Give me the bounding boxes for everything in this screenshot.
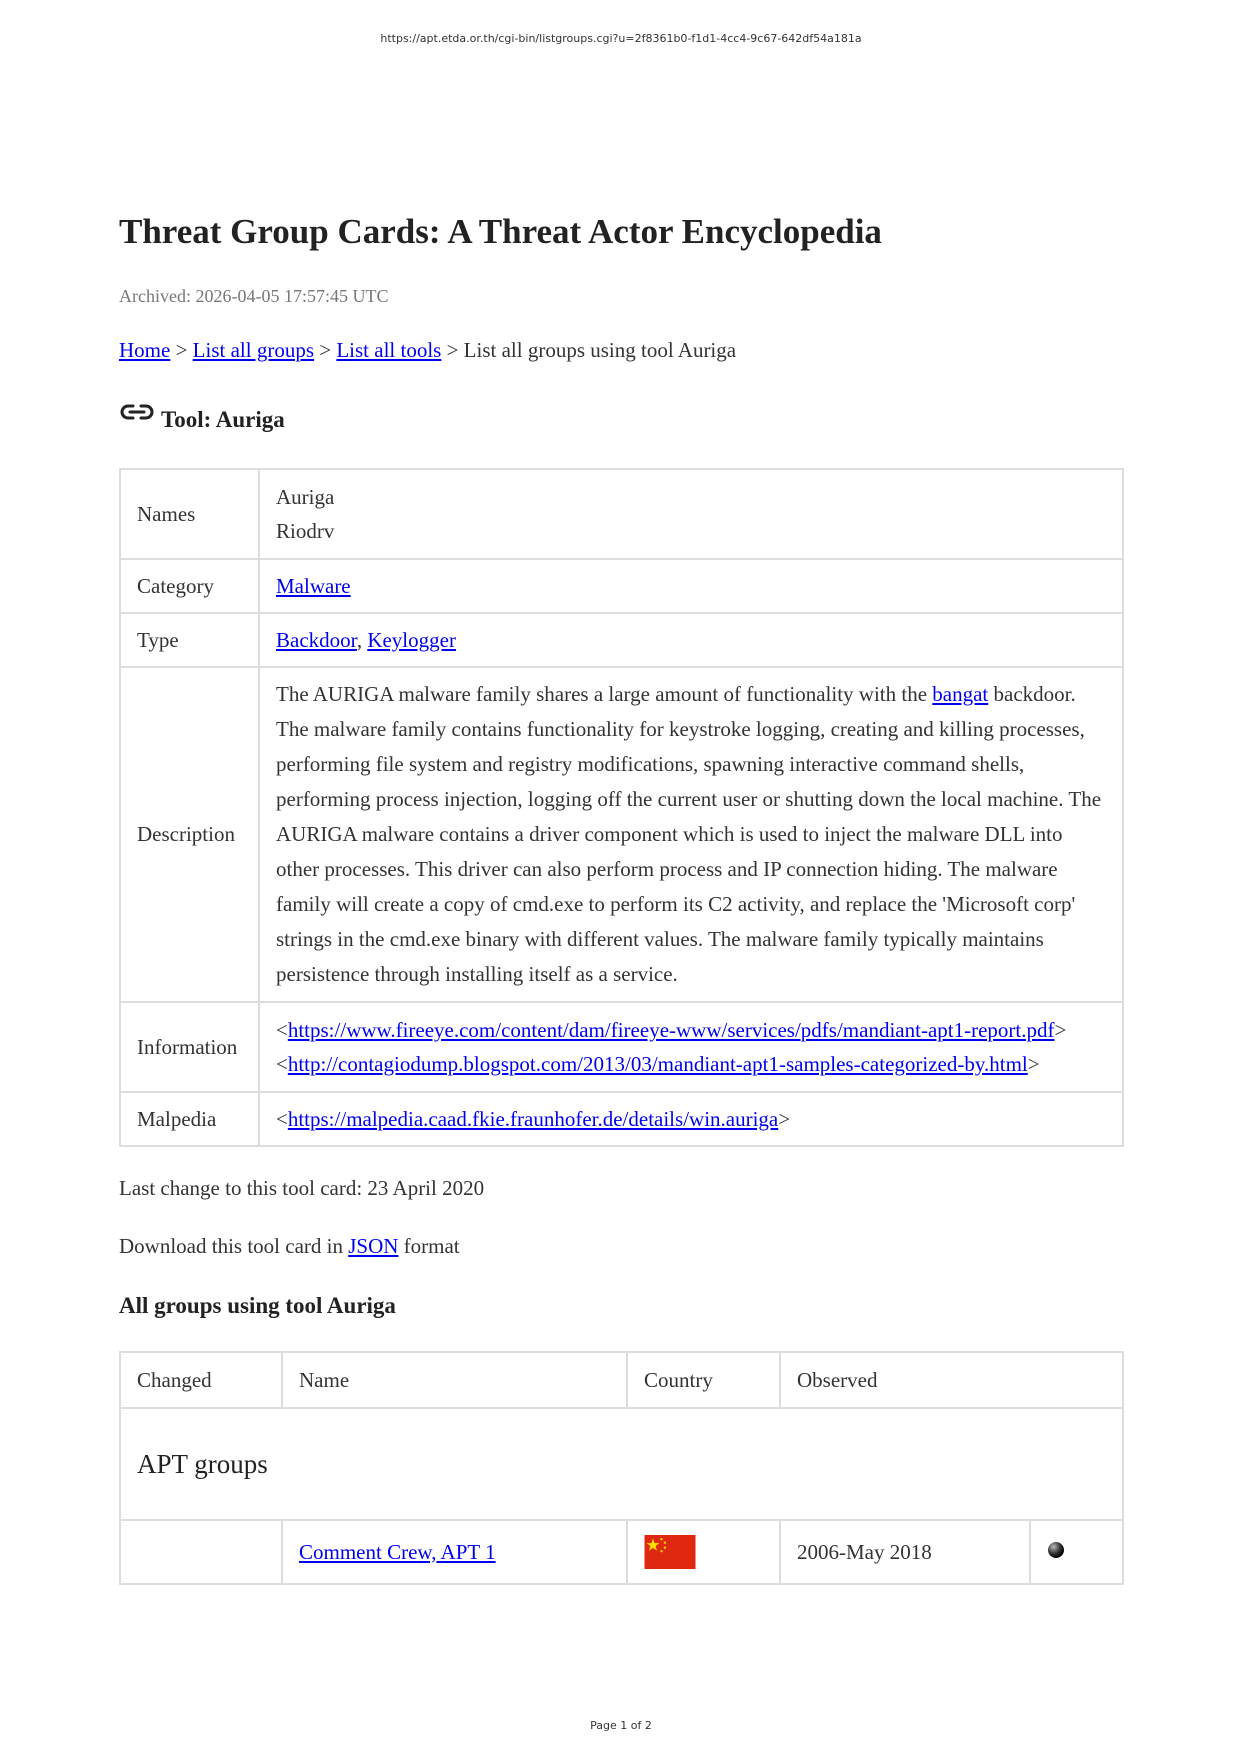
groups-header-row <box>120 1352 1123 1408</box>
group-link[interactable]: Comment Crew, APT 1 <box>299 1539 496 1564</box>
bangat-link[interactable]: bangat <box>932 682 989 706</box>
angle-bracket: < <box>276 1106 288 1131</box>
name-cell <box>282 1520 627 1584</box>
names-row <box>120 469 1123 559</box>
angle-bracket: > <box>778 1106 791 1131</box>
names-value <box>259 469 1123 559</box>
column-header: Country <box>627 1352 780 1408</box>
information-row <box>120 1002 1123 1092</box>
status-dot-icon <box>1047 1540 1065 1564</box>
last-change-text: Last change to this tool card: 23 April 2020 <box>119 1176 485 1200</box>
tool-heading-text: Tool: Auriga <box>161 407 285 432</box>
changed-cell <box>120 1520 282 1584</box>
information-label: Information <box>120 1002 259 1092</box>
section-title: APT groups <box>120 1408 1123 1520</box>
malpedia-label: Malpedia <box>120 1092 259 1146</box>
breadcrumb-separator: > <box>170 338 193 362</box>
tool-heading <box>119 399 285 433</box>
download-text: format <box>398 1234 460 1258</box>
angle-bracket: > <box>1054 1018 1067 1042</box>
print-header-url: https://apt.etda.or.th/cgi-bin/listgroups.cgi?u=2f8361b0-f1d1-4cc4-9c67-642df54a181a <box>380 32 862 45</box>
information-value <box>259 1002 1123 1092</box>
type-row <box>120 613 1123 667</box>
download-text: Download this tool card in <box>119 1234 349 1258</box>
table-row <box>120 1520 1123 1584</box>
type-separator: , <box>356 627 368 652</box>
malpedia-row <box>120 1092 1123 1146</box>
link-icon <box>119 399 161 433</box>
breadcrumb-list-tools-link[interactable]: List all tools <box>336 338 442 362</box>
json-download-link[interactable]: JSON <box>348 1234 399 1258</box>
tool-name: Auriga <box>276 485 335 509</box>
breadcrumb <box>119 338 736 363</box>
section-row <box>120 1408 1123 1520</box>
category-link[interactable]: Malware <box>276 573 351 598</box>
category-row <box>120 559 1123 613</box>
archived-timestamp: Archived: 2026-04-05 17:57:45 UTC <box>119 286 389 306</box>
description-value <box>259 667 1123 1002</box>
type-link-backdoor[interactable]: Backdoor <box>276 627 357 652</box>
status-cell <box>1030 1520 1123 1584</box>
column-header: Observed <box>780 1352 1123 1408</box>
download-line <box>119 1234 460 1259</box>
groups-heading: All groups using tool Auriga <box>119 1293 396 1318</box>
page-title: Threat Group Cards: A Threat Actor Encyclopedia <box>119 212 882 251</box>
category-value <box>259 559 1123 613</box>
column-header: Name <box>282 1352 627 1408</box>
information-link[interactable]: http://contagiodump.blogspot.com/2013/03/mandiant-apt1-samples-categorized-by.html <box>287 1052 1028 1076</box>
angle-bracket: < <box>276 1018 288 1042</box>
type-link-keylogger[interactable]: Keylogger <box>367 627 456 652</box>
breadcrumb-list-groups-link[interactable]: List all groups <box>192 338 314 362</box>
china-flag-icon <box>644 1535 763 1569</box>
tool-info-table <box>119 468 1124 1147</box>
type-value <box>259 613 1123 667</box>
column-header: Changed <box>120 1352 282 1408</box>
breadcrumb-current: > List all groups using tool Auriga <box>441 338 737 362</box>
breadcrumb-separator: > <box>314 338 337 362</box>
tool-name: Riodrv <box>276 519 335 543</box>
groups-table <box>119 1351 1124 1585</box>
information-link[interactable]: https://www.fireeye.com/content/dam/fireeye-www/services/pdfs/mandiant-apt1-report.pdf <box>287 1018 1055 1042</box>
category-label: Category <box>120 559 259 613</box>
breadcrumb-home-link[interactable]: Home <box>119 338 171 362</box>
malpedia-link[interactable]: https://malpedia.caad.fkie.fraunhofer.de/details/win.auriga <box>287 1106 779 1131</box>
description-text: backdoor. The malware family contains functionality for keystroke logging, creating and killing processes, performing file system and registry modifications, spawning interactive command shells, performing process injection, logging off the current user or shutting down the local machine. The AURIGA malware contains a driver component which is used to inject the malware DLL into other processes. This driver can also perform process and IP connection hiding. The malware family will create a copy of cmd.exe to perform its C2 activity, and replace the 'Microsoft corp' strings in the cmd.exe binary with different values. The malware family typically maintains persistence through installing itself as a service. <box>276 682 1102 986</box>
malpedia-value <box>259 1092 1123 1146</box>
page-number: Page 1 of 2 <box>590 1719 652 1732</box>
names-label: Names <box>120 469 259 559</box>
observed-cell: 2006-May 2018 <box>780 1520 1030 1584</box>
description-row <box>120 667 1123 1002</box>
description-label: Description <box>120 667 259 1002</box>
description-text: The AURIGA malware family shares a large amount of functionality with the <box>276 682 933 706</box>
type-label: Type <box>120 613 259 667</box>
angle-bracket: > <box>1027 1052 1040 1076</box>
country-cell <box>627 1520 780 1584</box>
angle-bracket: < <box>276 1052 288 1076</box>
